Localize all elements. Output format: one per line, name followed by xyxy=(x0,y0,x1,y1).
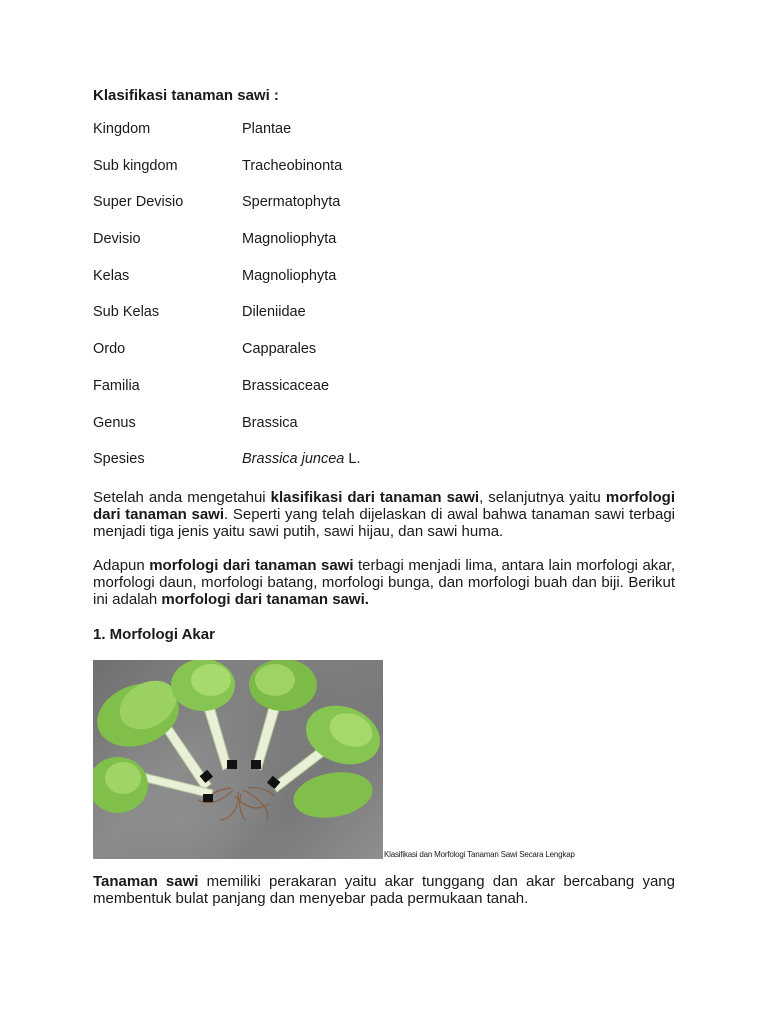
classification-key: Kelas xyxy=(93,267,130,284)
para1-text-3: . Seperti yang telah dijelaskan di awal bahwa tanaman sawi terbagi menjadi tiga jenis yaitu sawi putih, sawi hijau, dan sawi huma. xyxy=(93,506,675,540)
section-title: 1. Morfologi Akar xyxy=(93,626,215,643)
classification-value: Tracheobinonta xyxy=(242,157,343,174)
sawi-plant-illustration xyxy=(93,660,383,859)
image-caption: Klasifikasi dan Morfologi Tanaman Sawi Secara Lengkap xyxy=(384,850,575,859)
classification-key: Kingdom xyxy=(93,121,151,137)
classification-row xyxy=(93,341,675,378)
para2-bold-1: morfologi dari tanaman sawi xyxy=(149,557,354,574)
classification-value: Brassica xyxy=(242,414,298,431)
classification-value: Magnoliophyta xyxy=(242,231,337,248)
classification-row xyxy=(93,451,675,488)
classification-row xyxy=(93,378,675,415)
para1-text-2: , selanjutnya yaitu xyxy=(479,489,606,506)
intro-paragraph xyxy=(93,489,675,540)
classification-row xyxy=(93,415,675,452)
classification-heading: Klasifikasi tanaman sawi : xyxy=(93,87,279,104)
classification-key: Genus xyxy=(93,414,136,431)
classification-value xyxy=(242,451,360,467)
classification-key: Spesies xyxy=(93,451,145,468)
para1-bold-1: klasifikasi dari tanaman sawi xyxy=(270,489,480,506)
para2-text-1: Adapun xyxy=(93,557,150,574)
root-paragraph xyxy=(93,873,675,907)
para1-bold-2: morfologi dari tanaman sawi xyxy=(93,489,676,523)
classification-row xyxy=(93,194,675,231)
classification-value: Capparales xyxy=(242,341,317,358)
species-name: Brassica juncea xyxy=(242,451,345,468)
classification-value: Brassicaceae xyxy=(242,377,330,394)
classification-key: Sub kingdom xyxy=(93,157,178,174)
classification-value: Dileniidae xyxy=(242,304,306,321)
classification-key: Sub Kelas xyxy=(93,304,160,321)
classification-row xyxy=(93,304,675,341)
classification-row xyxy=(93,231,675,268)
classification-key: Ordo xyxy=(93,341,126,358)
classification-value: Spermatophyta xyxy=(242,194,341,211)
classification-value: Magnoliophyta xyxy=(242,267,337,284)
para1-text-1: Setelah anda mengetahui xyxy=(93,489,271,506)
para3-text-1: memiliki perakaran yaitu akar tunggang dan akar bercabang yang membentuk bulat panjang dan menyebar pada permukaan tanah. xyxy=(93,873,675,907)
classification-key: Super Devisio xyxy=(93,194,184,211)
para2-text-2: terbagi menjadi lima, antara lain morfologi akar, morfologi daun, morfologi batang, morfologi bunga, dan morfologi buah dan biji. Berikut ini adalah xyxy=(93,557,675,608)
classification-table xyxy=(93,121,675,488)
classification-row xyxy=(93,268,675,305)
classification-value: Plantae xyxy=(242,121,292,137)
classification-row xyxy=(93,158,675,195)
classification-row xyxy=(93,121,675,158)
classification-key: Familia xyxy=(93,377,140,394)
sawi-plant-photo xyxy=(93,660,383,859)
classification-key: Devisio xyxy=(93,231,141,248)
species-author: L. xyxy=(344,451,361,468)
para3-bold-1: Tanaman sawi xyxy=(93,873,199,890)
morphology-paragraph xyxy=(93,557,675,608)
para2-bold-2: morfologi dari tanaman sawi. xyxy=(161,591,369,608)
